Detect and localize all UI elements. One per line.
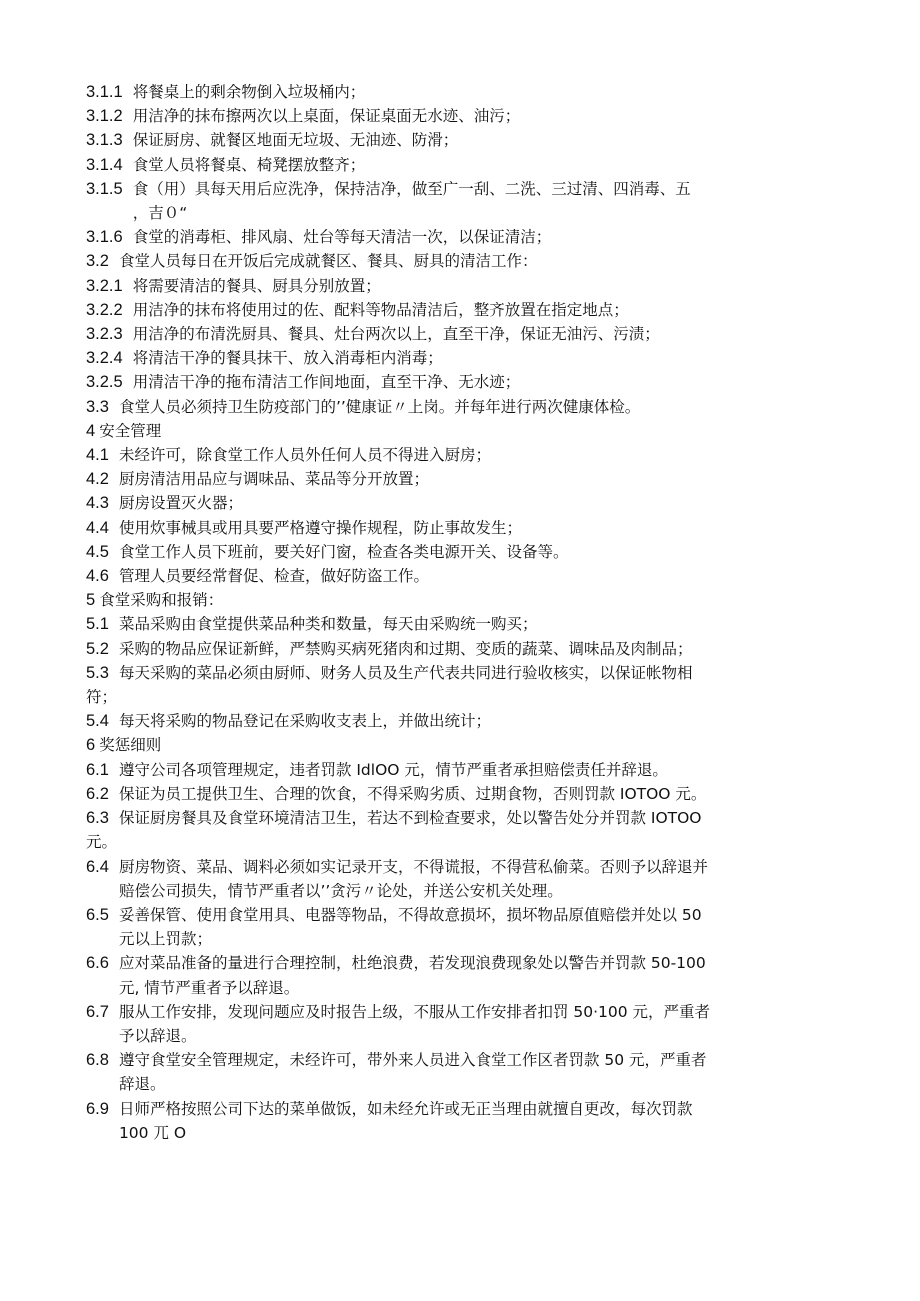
clause-number: 5 — [86, 591, 96, 610]
clause-number: 6.4 — [86, 857, 109, 876]
clause-text: 日师严格按照公司下达的菜单做饭，如未经允许或无正当理由就擅自更改，每次罚款 — [118, 1099, 693, 1118]
clause-line — [86, 855, 850, 903]
clause-line — [86, 467, 850, 491]
clause-line — [86, 903, 850, 951]
clause-line — [86, 177, 850, 225]
clause-line — [86, 104, 850, 128]
clause-text: 每天将采购的物品登记在采购收支表上，并做出统计； — [118, 712, 491, 731]
clause-number: 5.3 — [86, 663, 109, 682]
clause-text: 采购的物品应保证新鲜，严禁购买病死猪肉和过期、变质的蔬菜、调味品及肉制品； — [118, 639, 693, 658]
clause-text-continuation: 100 兀 O — [118, 1123, 187, 1142]
clause-number: 5.4 — [86, 712, 109, 731]
clause-text: 厨房设置灭火器； — [118, 494, 243, 513]
clause-text: 未经许可，除食堂工作人员外任何人员不得进入厨房； — [118, 446, 491, 465]
clause-number: 6.3 — [86, 809, 109, 828]
clause-text: 食堂工作人员下班前，要关好门窗，检查各类电源开关、设备等。 — [118, 542, 569, 561]
clause-number: 4.1 — [86, 446, 109, 465]
clause-text: 安全管理 — [99, 421, 162, 440]
clause-number: 4.4 — [86, 518, 109, 537]
clause-text: 保证厨房餐具及食堂环境清洁卫生，若达不到检查要求，处以警告处分并罚款 IOTOO — [118, 809, 702, 828]
clause-text: 保证厨房、就餐区地面无垃圾、无油迹、防滑； — [132, 131, 459, 150]
clause-text: 管理人员要经常督促、检查，做好防盗工作。 — [118, 567, 429, 586]
clause-number: 3.1.4 — [86, 155, 123, 174]
clause-line — [86, 128, 850, 152]
clause-number: 6.2 — [86, 784, 109, 803]
clause-number: 3.2.1 — [86, 276, 123, 295]
clause-number: 3.1.3 — [86, 131, 123, 150]
clause-number: 6.7 — [86, 1002, 109, 1021]
clause-text: 奖惩细则 — [99, 736, 162, 755]
clause-text: 食堂人员将餐桌、椅凳摆放整齐； — [132, 155, 366, 174]
clause-line — [86, 225, 850, 249]
clause-text-continuation: 辞退。 — [118, 1075, 166, 1094]
clause-line — [86, 395, 850, 419]
clause-line — [86, 80, 850, 104]
clause-text: 遵守食堂安全管理规定，未经许可，带外来人员进入食堂工作区者罚款 50 元，严重者 — [118, 1051, 707, 1070]
clause-number: 6 — [86, 736, 96, 755]
clause-text: 用洁净的抹布擦两次以上桌面，保证桌面无水迹、油污； — [132, 107, 521, 126]
clause-number: 3.2 — [86, 252, 109, 271]
clause-number: 4.6 — [86, 567, 109, 586]
clause-text: 食堂人员每日在开饭后完成就餐区、餐具、厨具的清洁工作： — [118, 252, 538, 271]
clause-number: 3.1.1 — [86, 83, 123, 101]
clause-number: 6.5 — [86, 905, 109, 924]
clause-text: 菜品采购由食堂提供菜品种类和数量，每天由采购统一购买； — [118, 615, 538, 634]
clause-line — [86, 153, 850, 177]
clause-line — [86, 782, 850, 806]
clause-text: 厨房物资、菜品、调料必须如实记录开支，不得谎报，不得营私偷菜。否则予以辞退并 — [118, 857, 708, 876]
clause-number: 3.1.5 — [86, 179, 123, 198]
clause-text: 将餐桌上的剩余物倒入垃圾桶内； — [132, 83, 366, 101]
clause-line — [86, 298, 850, 322]
clause-text: 服从工作安排，发现问题应及时报告上级，不服从工作安排者扣罚 50·100 元，严重者 — [118, 1002, 711, 1021]
clause-text: 使用炊事械具或用具要严格遵守操作规程，防止事故发生； — [118, 518, 522, 537]
clause-line — [86, 516, 850, 540]
clause-text-continuation: ，吉０“ — [132, 204, 188, 223]
clause-number: 3.1.6 — [86, 228, 123, 247]
clause-number: 4.2 — [86, 470, 109, 489]
clause-line — [86, 564, 850, 588]
clause-text: 将需要清洁的餐具、厨具分别放置； — [132, 276, 381, 295]
section-heading — [86, 733, 850, 757]
clause-line — [86, 540, 850, 564]
clause-number: 3.2.3 — [86, 325, 123, 344]
clause-line — [86, 1097, 850, 1145]
clause-line — [86, 346, 850, 370]
clause-number: 6.6 — [86, 954, 109, 973]
clause-line-wrap — [86, 830, 850, 854]
clause-line — [86, 637, 850, 661]
clause-line — [86, 806, 850, 830]
clause-text-continuation: 予以辞退。 — [118, 1026, 197, 1045]
clause-text-continuation: 赔偿公司损失，情节严重者以’’贪污〃论处，并送公安机关处理。 — [118, 881, 563, 900]
section-heading — [86, 588, 850, 612]
clause-number: 3.1.2 — [86, 107, 123, 126]
clause-text: 食堂人员必须持卫生防疫部门的’’健康证〃上岗。并每年进行两次健康体检。 — [118, 397, 641, 416]
clause-line — [86, 758, 850, 782]
clause-text: 食堂采购和报销： — [99, 591, 224, 610]
clause-text: 用清洁干净的拖布清洁工作间地面，直至干净、无水迹； — [132, 373, 521, 392]
clause-number: 3.3 — [86, 397, 109, 416]
clause-text-continuation: 元。 — [86, 833, 118, 852]
clause-line-wrap — [86, 685, 850, 709]
clause-line — [86, 951, 850, 999]
clause-line — [86, 370, 850, 394]
clause-line — [86, 1000, 850, 1048]
clause-text-continuation: 符； — [86, 688, 118, 707]
clause-text: 用洁净的布清洗厨具、餐具、灶台两次以上，直至干净，保证无油污、污渍； — [132, 325, 660, 344]
clause-line — [86, 709, 850, 733]
clause-text: 每天采购的菜品必须由厨师、财务人员及生产代表共同进行验收核实，以保证帐物相 — [118, 663, 693, 682]
clause-number: 4.5 — [86, 542, 109, 561]
clause-line — [86, 274, 850, 298]
clause-text: 将清洁干净的餐具抹干、放入消毒柜内消毒； — [132, 349, 443, 368]
clause-text: 应对菜品准备的量进行合理控制，杜绝浪费，若发现浪费现象处以警告并罚款 50-100 — [118, 954, 706, 973]
section-heading — [86, 419, 850, 443]
clause-number: 4 — [86, 421, 96, 440]
clause-number: 6.8 — [86, 1051, 109, 1070]
clause-line — [86, 612, 850, 636]
clause-line — [86, 249, 850, 273]
clause-number: 3.2.4 — [86, 349, 123, 368]
clause-text: 食（用）具每天用后应洗净，保持洁净，做至广一刮、二洗、三过清、四消毒、五 — [132, 179, 691, 198]
clause-text-continuation: 元, 情节严重者予以辞退。 — [118, 978, 300, 997]
clause-text: 保证为员工提供卫生、合理的饮食，不得采购劣质、过期食物，否则罚款 IOTOO 元。 — [118, 784, 707, 803]
clause-number: 6.1 — [86, 760, 109, 779]
clause-number: 5.1 — [86, 615, 109, 634]
clause-text: 遵守公司各项管理规定，违者罚款 IdlOO 元，情节严重者承担赔偿责任并辞退。 — [118, 760, 668, 779]
clause-line — [86, 443, 850, 467]
clause-text-continuation: 元以上罚款； — [118, 930, 212, 949]
clause-text: 厨房清洁用品应与调味品、菜品等分开放置； — [118, 470, 429, 489]
clause-line — [86, 491, 850, 515]
clause-line — [86, 1048, 850, 1096]
clause-number: 4.3 — [86, 494, 109, 513]
clause-number: 5.2 — [86, 639, 109, 658]
clause-number: 3.2.2 — [86, 300, 123, 319]
clause-text: 用洁净的抹布将使用过的佐、配料等物品清洁后，整齐放置在指定地点； — [132, 300, 629, 319]
clause-line — [86, 322, 850, 346]
clause-number: 6.9 — [86, 1099, 109, 1118]
clause-line — [86, 661, 850, 685]
clause-number: 3.2.5 — [86, 373, 123, 392]
clause-text: 妥善保管、使用食堂用具、电器等物品，不得故意损坏，损坏物品原值赔偿并处以 50 — [118, 905, 702, 924]
clause-text: 食堂的消毒柜、排风扇、灶台等每天清洁一次，以保证清洁； — [132, 228, 552, 247]
